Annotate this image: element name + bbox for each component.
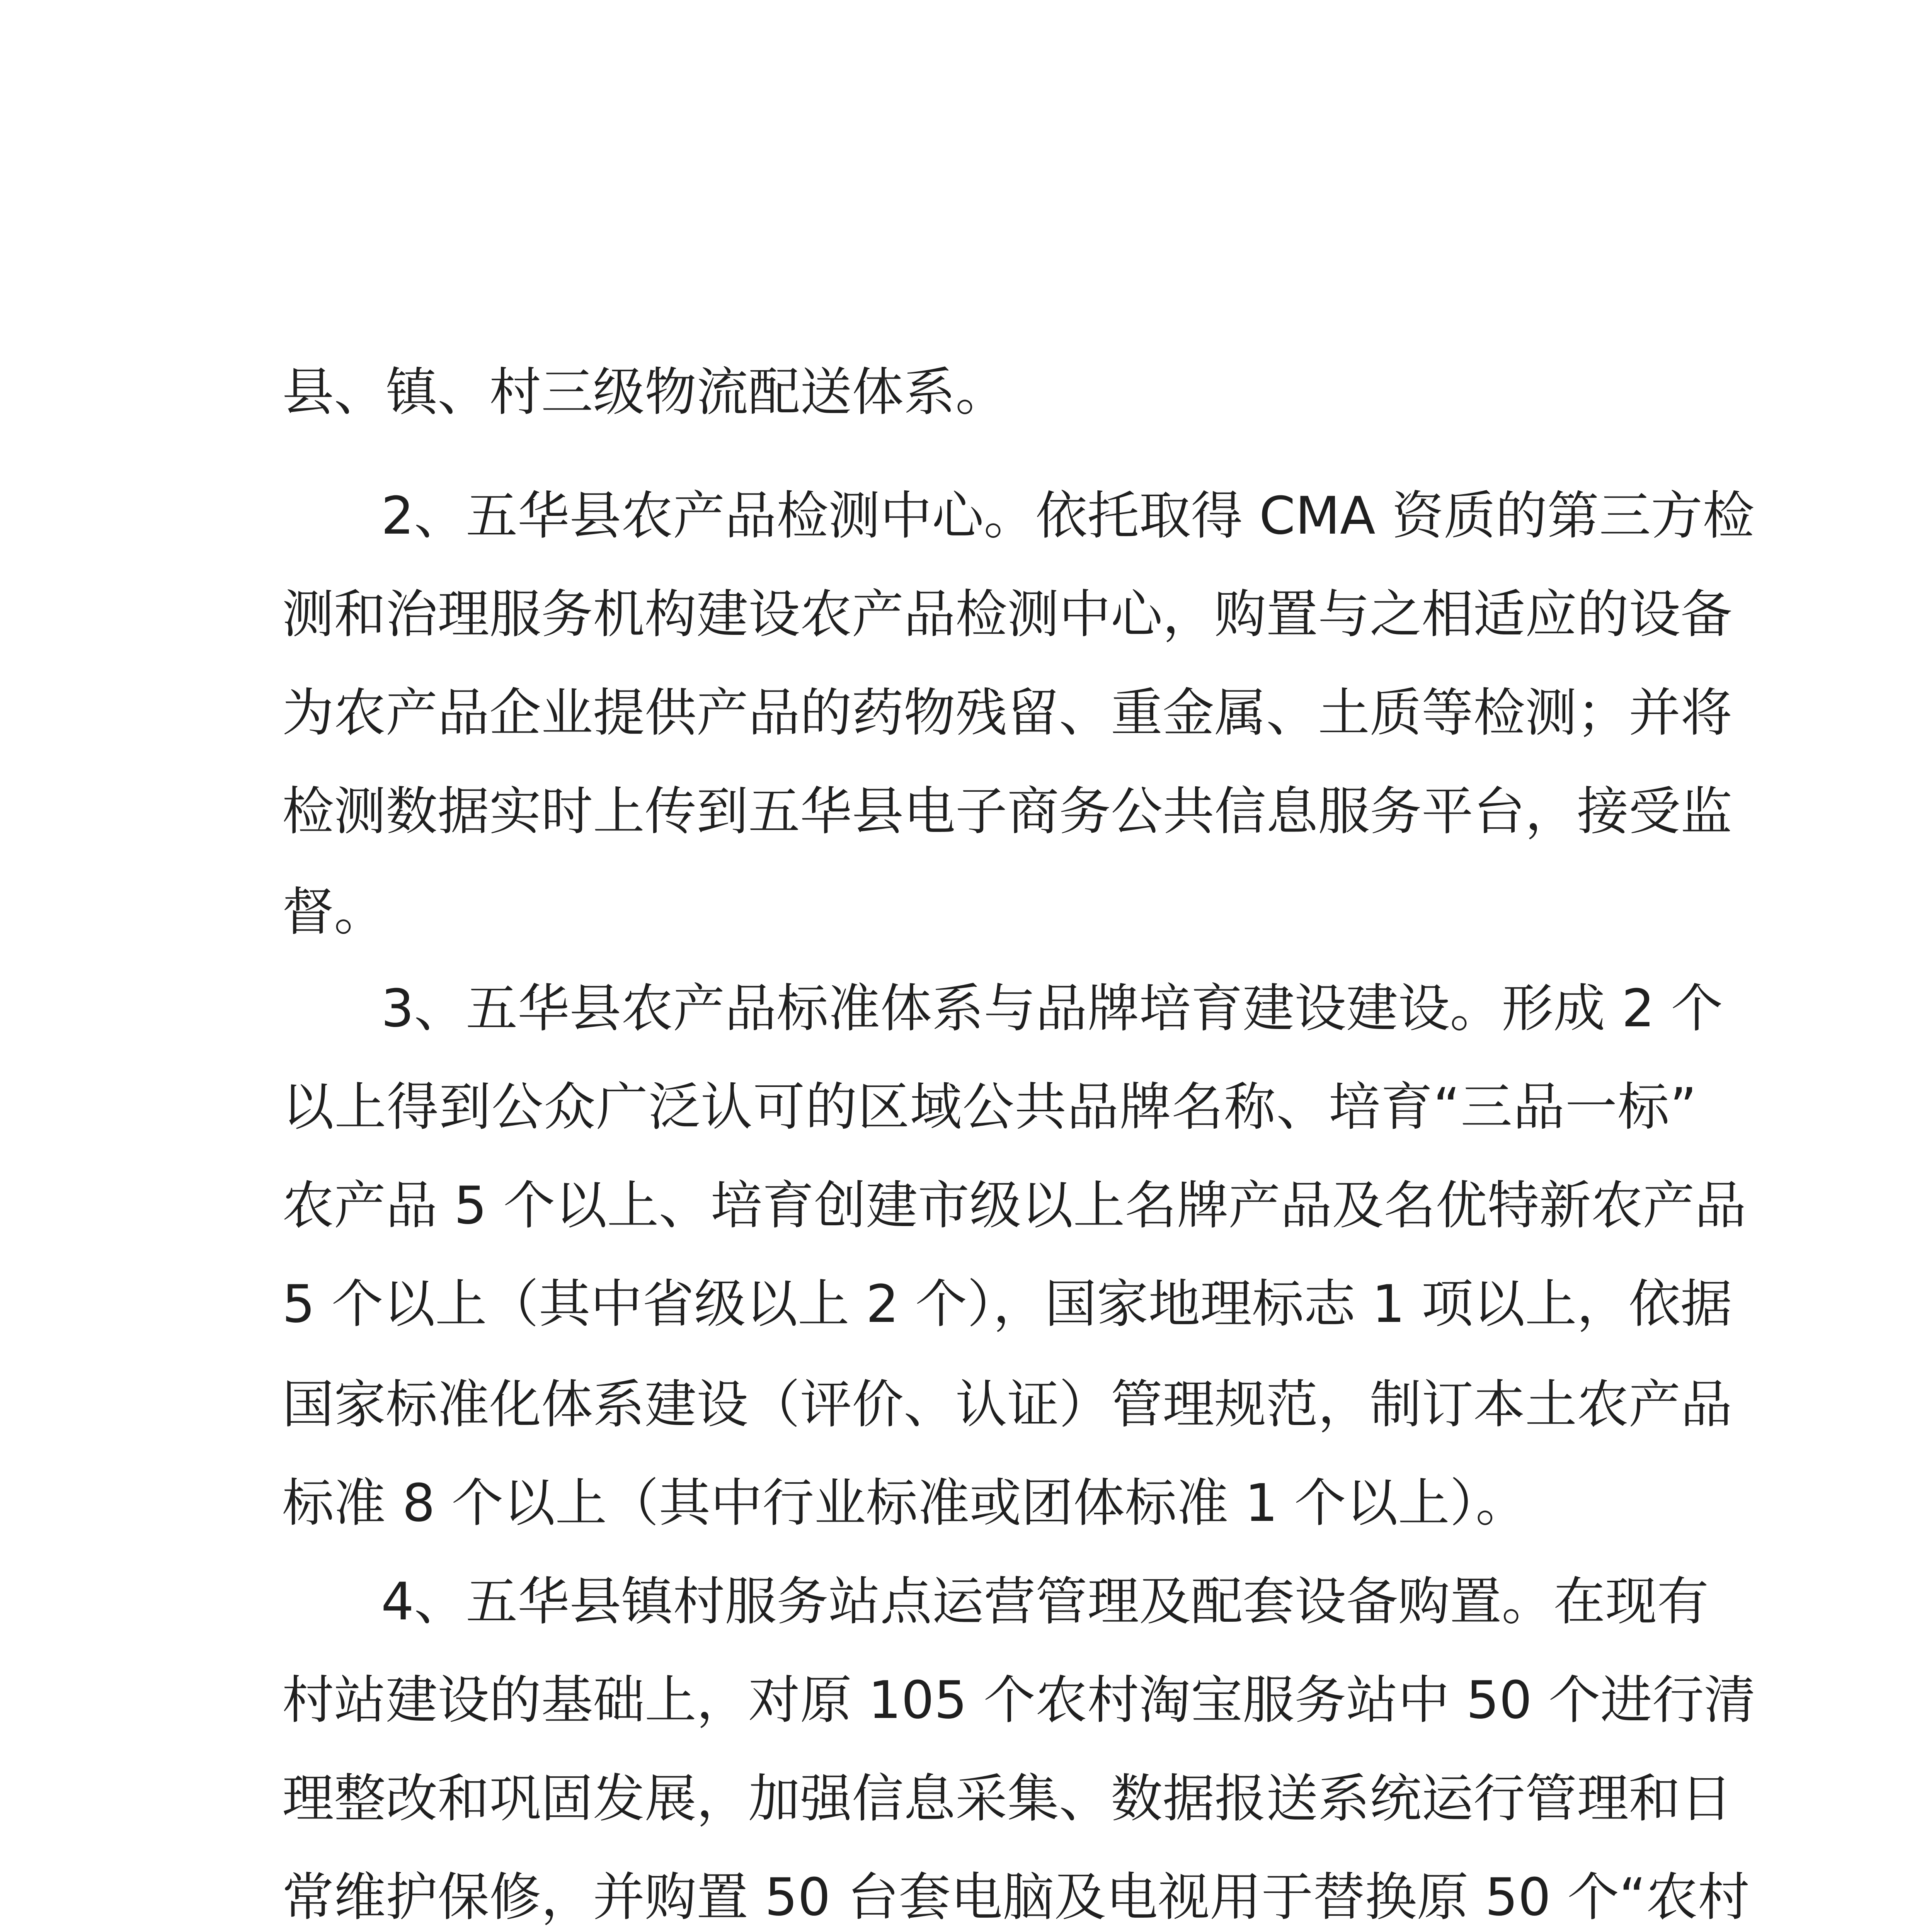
text-line: 测和治理服务机构建设农产品检测中心，购置与之相适应的设备 — [282, 584, 1733, 645]
text-line: 检测数据实时上传到五华县电子商务公共信息服务平台，接受监 — [282, 781, 1733, 842]
text-line: 农产品 5 个以上、培育创建市级以上名牌产品及名优特新农产品 — [282, 1175, 1747, 1236]
text-line: 5 个以上（其中省级以上 2 个），国家地理标志 1 项以上，依据 — [282, 1274, 1732, 1334]
text-line: 县、镇、村三级物流配送体系。 — [282, 362, 1008, 422]
text-line: 常维护保修，并购置 50 台套电脑及电视用于替换原 50 个“农村 — [282, 1867, 1750, 1927]
text-line: 标准 8 个以上（其中行业标准或团体标准 1 个以上）。 — [282, 1473, 1527, 1533]
text-line: 为农产品企业提供产品的药物残留、重金属、土质等检测；并将 — [282, 683, 1733, 743]
text-line: 2、五华县农产品检测中心。依托取得 CMA 资质的第三方检 — [381, 486, 1755, 546]
text-line: 3、五华县农产品标准体系与品牌培育建设建设。形成 2 个 — [381, 978, 1723, 1039]
text-line: 督。 — [282, 882, 386, 942]
text-line: 村站建设的基础上，对原 105 个农村淘宝服务站中 50 个进行清 — [282, 1670, 1756, 1730]
text-line: 国家标准化体系建设（评价、认证）管理规范，制订本土农产品 — [282, 1374, 1733, 1435]
text-line: 理整改和巩固发展，加强信息采集、数据报送系统运行管理和日 — [282, 1769, 1733, 1829]
text-line: 以上得到公众广泛认可的区域公共品牌名称、培育“三品一标” — [282, 1077, 1697, 1137]
text-line: 4、五华县镇村服务站点运营管理及配套设备购置。在现有 — [381, 1571, 1709, 1632]
